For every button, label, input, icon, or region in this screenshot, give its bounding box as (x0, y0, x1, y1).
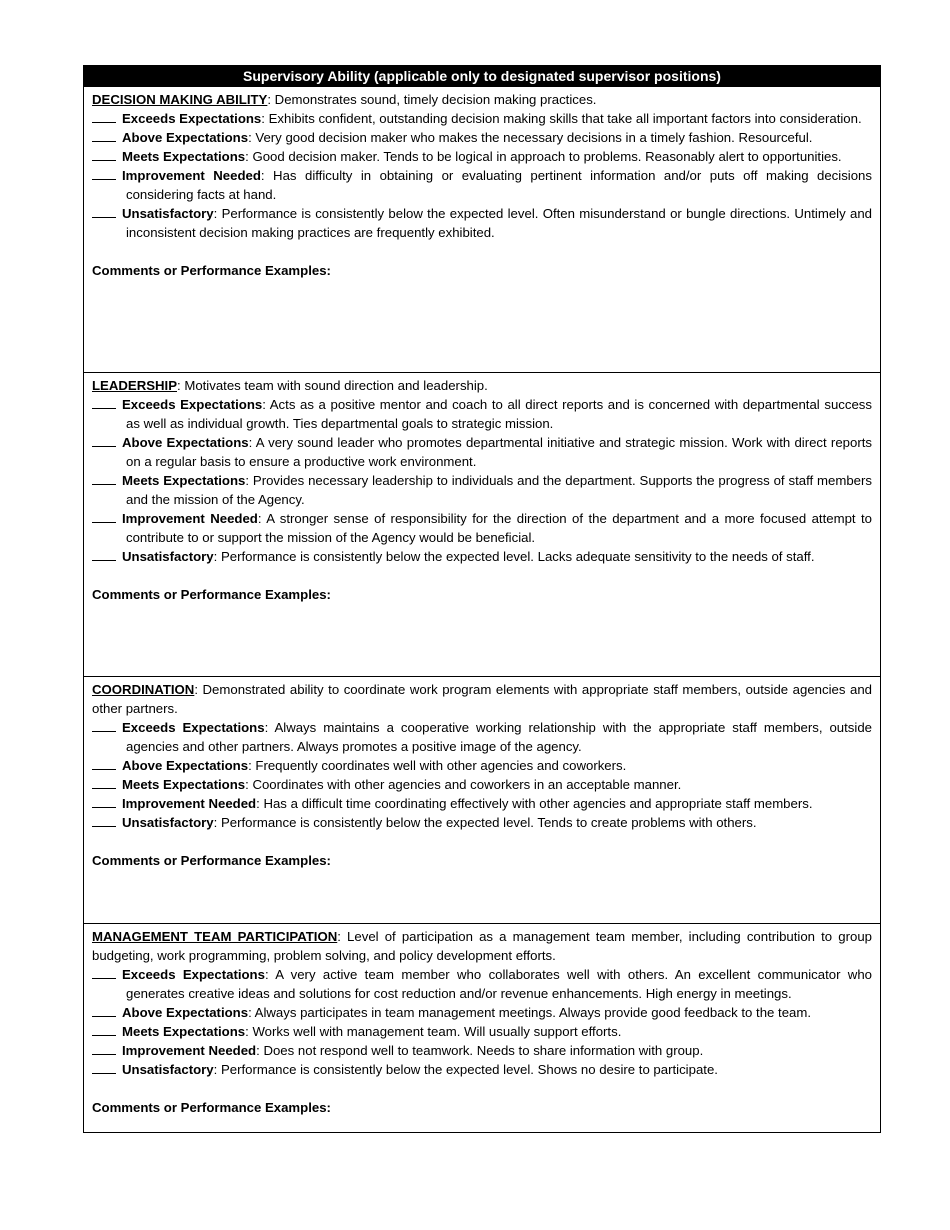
rating-blank[interactable] (92, 1022, 116, 1036)
rating-blank[interactable] (92, 204, 116, 218)
rating-option-exceeds (92, 965, 872, 1003)
rating-option-improvement (92, 509, 872, 547)
rating-text: : Has difficulty in obtaining or evaluating pertinent information and/or puts off making decisions considering facts at hand. (126, 168, 872, 202)
section-management-team-participation (84, 923, 880, 1132)
rating-text: : Exhibits confident, outstanding decision making skills that take all important factors into consideration. (261, 111, 862, 126)
rating-text: : Good decision maker. Tends to be logical in approach to problems. Reasonably alert to opportunities. (245, 149, 842, 164)
comments-label: Comments or Performance Examples: (92, 587, 331, 602)
rating-option-above (92, 128, 872, 147)
rating-blank[interactable] (92, 756, 116, 770)
rating-text: : A very sound leader who promotes departmental initiative and strategic mission. Work with direct reports on a regular basis to ensure a productive work environment. (126, 435, 872, 469)
section-title: DECISION MAKING ABILITY (92, 92, 268, 107)
rating-label: Improvement Needed (122, 1043, 257, 1058)
rating-label: Above Expectations (122, 758, 249, 773)
rating-blank[interactable] (92, 395, 116, 409)
rating-label: Unsatisfactory (122, 1062, 214, 1077)
section-intro (92, 680, 872, 718)
rating-blank[interactable] (92, 813, 116, 827)
section-intro (92, 927, 872, 965)
rating-label: Meets Expectations (122, 149, 246, 164)
rating-blank[interactable] (92, 166, 116, 180)
rating-blank[interactable] (92, 509, 116, 523)
rating-option-improvement (92, 1041, 872, 1060)
rating-label: Above Expectations (122, 435, 249, 450)
rating-text: : Acts as a positive mentor and coach to all direct reports and is concerned with departmental success as well as individual growth. Ties departmental goals to strategic mission. (126, 397, 872, 431)
section-description: : Level of participation as a management team member, including contribution to group budgeting, work programming, problem solving, and policy development efforts. (92, 929, 873, 963)
rating-option-above (92, 433, 872, 471)
rating-option-improvement (92, 794, 872, 813)
rating-option-meets (92, 1022, 872, 1041)
rating-blank[interactable] (92, 128, 116, 142)
rating-label: Improvement Needed (122, 168, 261, 183)
rating-text: : Works well with management team. Will usually support efforts. (245, 1024, 622, 1039)
rating-option-unsatisfactory (92, 813, 872, 832)
comments-label: Comments or Performance Examples: (92, 1100, 331, 1115)
section-leadership (84, 372, 880, 676)
rating-label: Exceeds Expectations (122, 111, 262, 126)
rating-blank[interactable] (92, 1060, 116, 1074)
form-header: Supervisory Ability (applicable only to designated supervisor positions) (84, 66, 880, 86)
rating-label: Meets Expectations (122, 1024, 246, 1039)
section-coordination (84, 676, 880, 923)
rating-blank[interactable] (92, 965, 116, 979)
rating-text: : Frequently coordinates well with other agencies and coworkers. (248, 758, 627, 773)
section-title: COORDINATION (92, 682, 195, 697)
rating-text: : Very good decision maker who makes the necessary decisions in a timely fashion. Resourceful. (248, 130, 813, 145)
rating-option-exceeds (92, 718, 872, 756)
rating-blank[interactable] (92, 775, 116, 789)
comments-label: Comments or Performance Examples: (92, 263, 331, 278)
rating-option-meets (92, 775, 872, 794)
rating-option-unsatisfactory (92, 547, 872, 566)
rating-label: Unsatisfactory (122, 549, 214, 564)
rating-text: : Has a difficult time coordinating effectively with other agencies and appropriate staff members. (256, 796, 813, 811)
rating-option-above (92, 756, 872, 775)
rating-label: Meets Expectations (122, 777, 246, 792)
rating-label: Improvement Needed (122, 511, 258, 526)
rating-blank[interactable] (92, 1041, 116, 1055)
rating-blank[interactable] (92, 718, 116, 732)
rating-text: : Always maintains a cooperative working relationship with the appropriate staff members, outside agencies and other partners. Always promotes a positive image of the agency. (126, 720, 872, 754)
section-description: : Motivates team with sound direction and leadership. (177, 378, 488, 393)
rating-text: : Does not respond well to teamwork. Needs to share information with group. (256, 1043, 704, 1058)
supervisory-ability-form (83, 65, 881, 1133)
rating-label: Unsatisfactory (122, 815, 214, 830)
rating-option-exceeds (92, 395, 872, 433)
section-intro (92, 90, 872, 109)
rating-blank[interactable] (92, 794, 116, 808)
rating-label: Improvement Needed (122, 796, 257, 811)
rating-blank[interactable] (92, 547, 116, 561)
rating-label: Above Expectations (122, 130, 249, 145)
rating-text: : Performance is consistently below the expected level. Shows no desire to participate. (213, 1062, 718, 1077)
rating-text: : Always participates in team management meetings. Always provide good feedback to the team. (248, 1005, 812, 1020)
rating-option-unsatisfactory (92, 1060, 872, 1079)
rating-blank[interactable] (92, 471, 116, 485)
comments-label: Comments or Performance Examples: (92, 853, 331, 868)
rating-option-above (92, 1003, 872, 1022)
rating-label: Above Expectations (122, 1005, 249, 1020)
rating-blank[interactable] (92, 1003, 116, 1017)
section-description: : Demonstrates sound, timely decision making practices. (267, 92, 597, 107)
rating-text: : Performance is consistently below the expected level. Often misunderstand or bungle directions. Untimely and inconsistent decision making practices are frequently exhibited. (126, 206, 872, 240)
rating-blank[interactable] (92, 433, 116, 447)
rating-option-improvement (92, 166, 872, 204)
rating-label: Exceeds Expectations (122, 397, 263, 412)
rating-option-meets (92, 147, 872, 166)
rating-option-meets (92, 471, 872, 509)
rating-option-unsatisfactory (92, 204, 872, 242)
rating-label: Unsatisfactory (122, 206, 214, 221)
rating-text: : Performance is consistently below the expected level. Lacks adequate sensitivity to the needs of staff. (213, 549, 815, 564)
rating-text: : A stronger sense of responsibility for the direction of the department and a more focused attempt to contribute to or support the mission of the Agency would be beneficial. (126, 511, 872, 545)
rating-text: : Provides necessary leadership to individuals and the department. Supports the progress of staff members and the mission of the Agency. (126, 473, 873, 507)
section-intro (92, 376, 872, 395)
section-title: MANAGEMENT TEAM PARTICIPATION (92, 929, 338, 944)
rating-text: : Performance is consistently below the expected level. Tends to create problems with others. (213, 815, 757, 830)
rating-label: Exceeds Expectations (122, 967, 265, 982)
section-description: : Demonstrated ability to coordinate work program elements with appropriate staff members, outside agencies and other partners. (92, 682, 872, 716)
section-decision-making (84, 86, 880, 372)
rating-blank[interactable] (92, 109, 116, 123)
rating-text: : A very active team member who collaborates well with others. An excellent communicator who generates creative ideas and solutions for cost reduction and/or revenue enhancements. High energy in meetings. (126, 967, 872, 1001)
rating-blank[interactable] (92, 147, 116, 161)
rating-option-exceeds (92, 109, 872, 128)
section-title: LEADERSHIP (92, 378, 177, 393)
rating-label: Meets Expectations (122, 473, 246, 488)
rating-label: Exceeds Expectations (122, 720, 265, 735)
rating-text: : Coordinates with other agencies and coworkers in an acceptable manner. (245, 777, 682, 792)
